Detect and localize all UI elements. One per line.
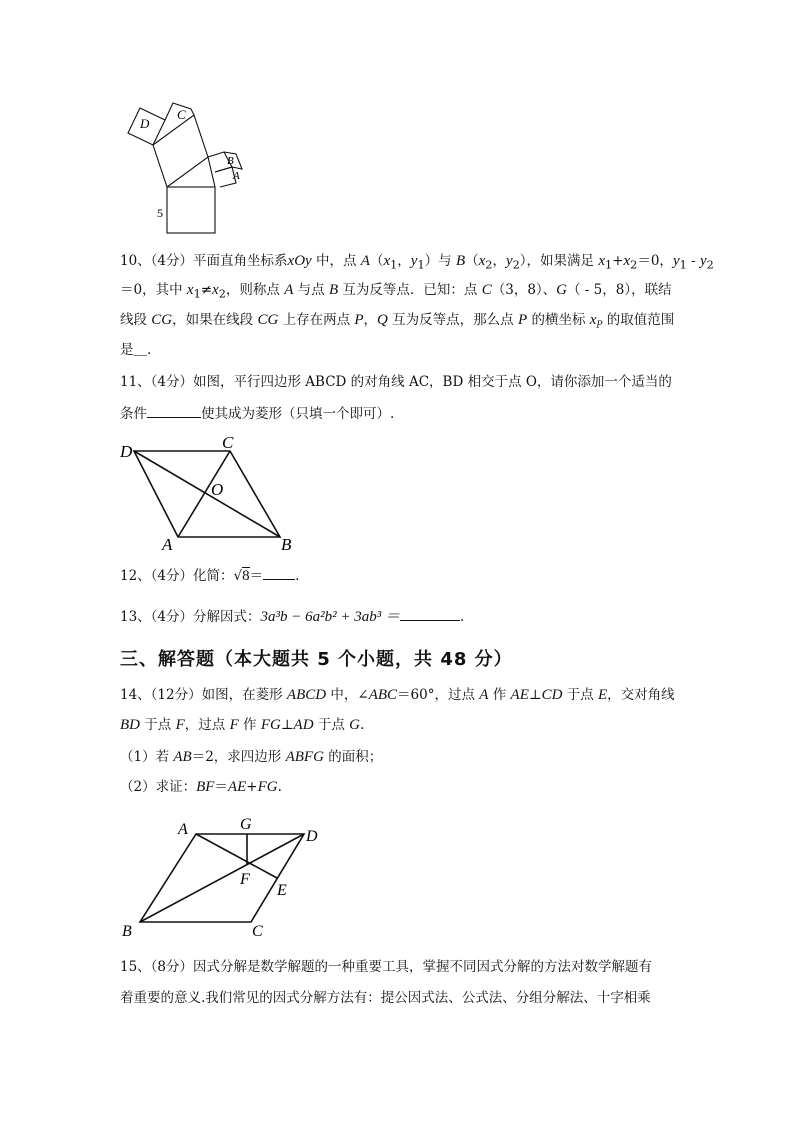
label-C: C [222, 433, 234, 452]
label-B: B [281, 535, 292, 554]
label-C: C [177, 107, 186, 122]
q13: 13、（4分）分解因式：3a³b − 6a²b² + 3ab³ ＝ . [120, 606, 680, 627]
q12: 12、（4分）化简：√8＝ . [120, 565, 680, 586]
figure-rhombus [118, 812, 333, 940]
q11-line2: 条件 使其成为菱形（只填一个即可）. [120, 403, 680, 424]
label-E: E [277, 882, 287, 899]
q13-answer-blank[interactable] [400, 606, 460, 621]
label-C: C [252, 923, 263, 940]
q14-line4: （2）求证：BF＝AE+FG. [120, 779, 282, 795]
q14-line2: BD 于点 F，过点 F 作 FG⊥AD 于点 G. [120, 717, 365, 733]
label-F: F [240, 871, 250, 888]
label-5: 5 [157, 206, 163, 220]
q14-line1: 14、（12分）如图，在菱形 ABCD 中，∠ABC＝60°，过点 A 作 AE⊥CD 于点 E，交对角线 [120, 687, 675, 703]
label-B: B [122, 923, 132, 940]
q10-line2: ＝0，其中 $x_1\ne x_2$，则称点 A 与点 B 互为反等点．已知：点 C（3，8）、G（ - 5，8），联结 [120, 282, 672, 301]
q11-answer-blank[interactable] [147, 403, 201, 418]
label-D: D [140, 116, 150, 131]
label-A: A [178, 821, 188, 838]
q14-line3: （1）若 AB＝2，求四边形 ABFG 的面积； [120, 749, 383, 765]
q11-line1: 11、（4分）如图，平行四边形 ABCD 的对角线 AC，BD 相交于点 O，请你添加一个适当的 [120, 374, 672, 390]
label-B: B [227, 155, 234, 167]
q10-line1: 10、（4分）平面直角坐标系xOy 中，点 $A(x_1$，$y_1$）与 $B(x_2$，$y_2$），如果满足 $x_1+x_2=0$，$y_1 - y_2$ [120, 253, 714, 272]
label-D: D [306, 828, 318, 845]
q12-answer-blank[interactable] [263, 565, 295, 580]
label-A: A [233, 170, 240, 182]
figure-parallelogram [118, 430, 308, 555]
label-A: A [162, 535, 173, 554]
section-heading: 三、解答题（本大题共 5 个小题，共 48 分） [120, 649, 513, 670]
label-O: O [211, 480, 224, 499]
sqrt-symbol: √ [233, 568, 243, 584]
q15-line2: 着重要的意义.我们常见的因式分解方法有：提公因式法、公式法、分组分解法、十字相乘 [120, 990, 651, 1006]
figure-pythagorean-squares [120, 95, 260, 240]
label-D: D [120, 442, 133, 461]
label-G: G [240, 816, 252, 833]
q10-line3: 线段 CG，如果在线段 CG 上存在两点 P，Q 互为反等点，那么点 P 的横坐标 $x_P$ 的取值范围 [120, 312, 675, 331]
q15-line1: 15、（8分）因式分解是数学解题的一种重要工具，掌握不同因式分解的方法对数学解题有 [120, 959, 653, 975]
q10-line4: 是＿. [120, 342, 152, 358]
